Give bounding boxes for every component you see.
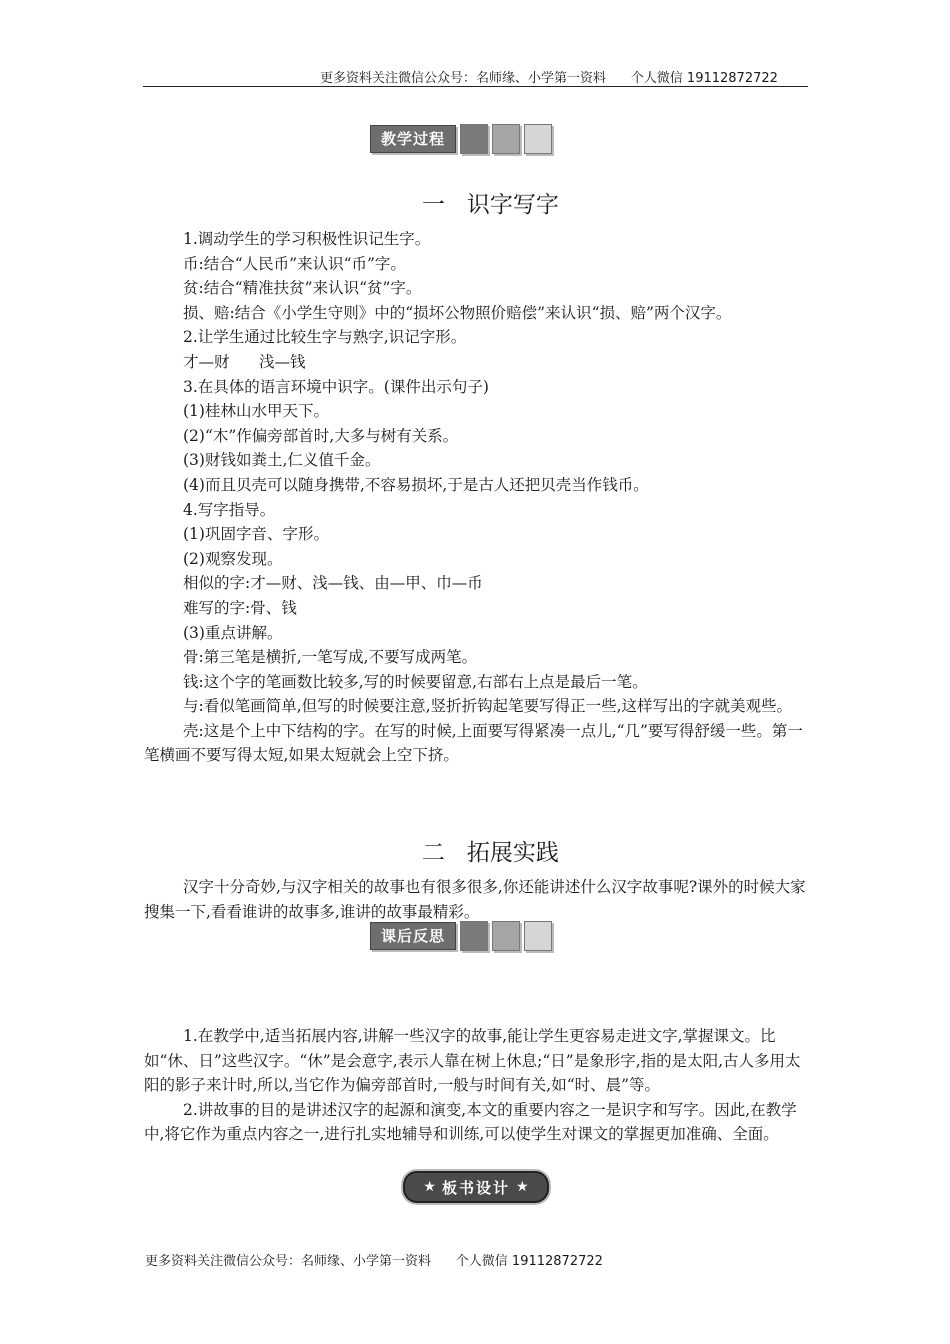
paragraph: 贫:结合“精准扶贫”来认识“贫”字。 <box>183 279 422 298</box>
paragraph: 币:结合“人民币”来认识“币”字。 <box>183 254 406 273</box>
section-title-practice: 二 拓展实践 <box>422 840 559 866</box>
paragraph: 1.调动学生的学习积极性识记生字。 <box>183 230 431 248</box>
teaching-process-label: 教学过程 <box>370 125 456 153</box>
paragraph: (2)观察发现。 <box>183 549 283 568</box>
reflection-banner <box>370 921 552 951</box>
paragraph: (3)重点讲解。 <box>183 623 283 642</box>
paragraph: 1.在教学中,适当拓展内容,讲解一些汉字的故事,能让学生更容易走进文字,掌握课文。比如“休、日”这些汉字。“休”是会意字,表示人靠在树上休息;“日”是象形字,指的是太阳,古人多用太阳的影子来计时,所以,当它作为偏旁部首时,一般与时间有关,如“时、晨”等。 <box>144 1027 801 1095</box>
teaching-process-banner <box>370 124 552 154</box>
paragraph: 2.讲故事的目的是讲述汉字的起源和演变,本文的重要内容之一是识字和写字。因此,在教学中,将它作为重点内容之一,进行扎实地辅导和训练,可以使学生对课文的掌握更加准确、全面。 <box>144 1100 797 1144</box>
banner-square <box>492 921 520 951</box>
section-practice-body <box>144 875 808 924</box>
paragraph: 4.写字指导。 <box>183 500 276 519</box>
header-divider <box>143 86 808 87</box>
paragraph: 才—财 浅—钱 <box>183 352 306 371</box>
star-icon: ★ <box>423 1179 436 1195</box>
paragraph: 汉字十分奇妙,与汉字相关的故事也有很多很多,你还能讲述什么汉字故事呢?课外的时候大家搜集一下,看看谁讲的故事多,谁讲的故事最精彩。 <box>144 878 806 921</box>
paragraph: (3)财钱如粪土,仁义值千金。 <box>183 451 381 470</box>
section-literacy-body <box>144 227 808 768</box>
page-footer-text: 更多资料关注微信公众号：名师缘、小学第一资料 个人微信 19112872722 <box>145 1254 603 1269</box>
paragraph: 骨:第三笔是横折,一笔写成,不要写成两笔。 <box>183 648 478 667</box>
reflection-label: 课后反思 <box>370 922 456 950</box>
paragraph: (1)桂林山水甲天下。 <box>183 402 329 421</box>
banner-square <box>460 921 488 951</box>
paragraph: (1)巩固字音、字形。 <box>183 525 329 544</box>
board-design-label: 板书设计 <box>441 1178 510 1197</box>
section-title-literacy: 一 识字写字 <box>422 192 559 218</box>
paragraph: 与:看似笔画简单,但写的时候要注意,竖折折钩起笔要写得正一些,这样写出的字就美观些。 <box>183 697 793 716</box>
banner-square <box>460 124 488 154</box>
paragraph: (4)而且贝壳可以随身携带,不容易损坏,于是古人还把贝壳当作钱币。 <box>183 475 649 494</box>
star-icon: ★ <box>516 1179 529 1195</box>
paragraph: 钱:这个字的笔画数比较多,写的时候要留意,右部右上点是最后一笔。 <box>183 672 648 691</box>
banner-square <box>524 124 552 154</box>
banner-square <box>524 921 552 951</box>
paragraph: 2.让学生通过比较生字与熟字,识记字形。 <box>183 328 467 347</box>
page-header-text: 更多资料关注微信公众号：名师缘、小学第一资料 个人微信 19112872722 <box>320 71 778 86</box>
reflection-body <box>144 1024 808 1147</box>
paragraph: 壳:这是个上中下结构的字。在写的时候,上面要写得紧凑一点儿,“几”要写得舒缓一些。第一笔横画不要写得太短,如果太短就会上空下挤。 <box>144 721 803 765</box>
paragraph: 相似的字:才—财、浅—钱、由—甲、巾—币 <box>183 574 483 593</box>
banner-square <box>492 124 520 154</box>
board-design-banner <box>403 1171 549 1203</box>
paragraph: 难写的字:骨、钱 <box>183 598 297 617</box>
paragraph: (2)“木”作偏旁部首时,大多与树有关系。 <box>183 426 459 445</box>
paragraph: 损、赔:结合《小学生守则》中的“损坏公物照价赔偿”来认识“损、赔”两个汉字。 <box>183 303 732 322</box>
paragraph: 3.在具体的语言环境中识字。(课件出示句子) <box>183 377 489 396</box>
